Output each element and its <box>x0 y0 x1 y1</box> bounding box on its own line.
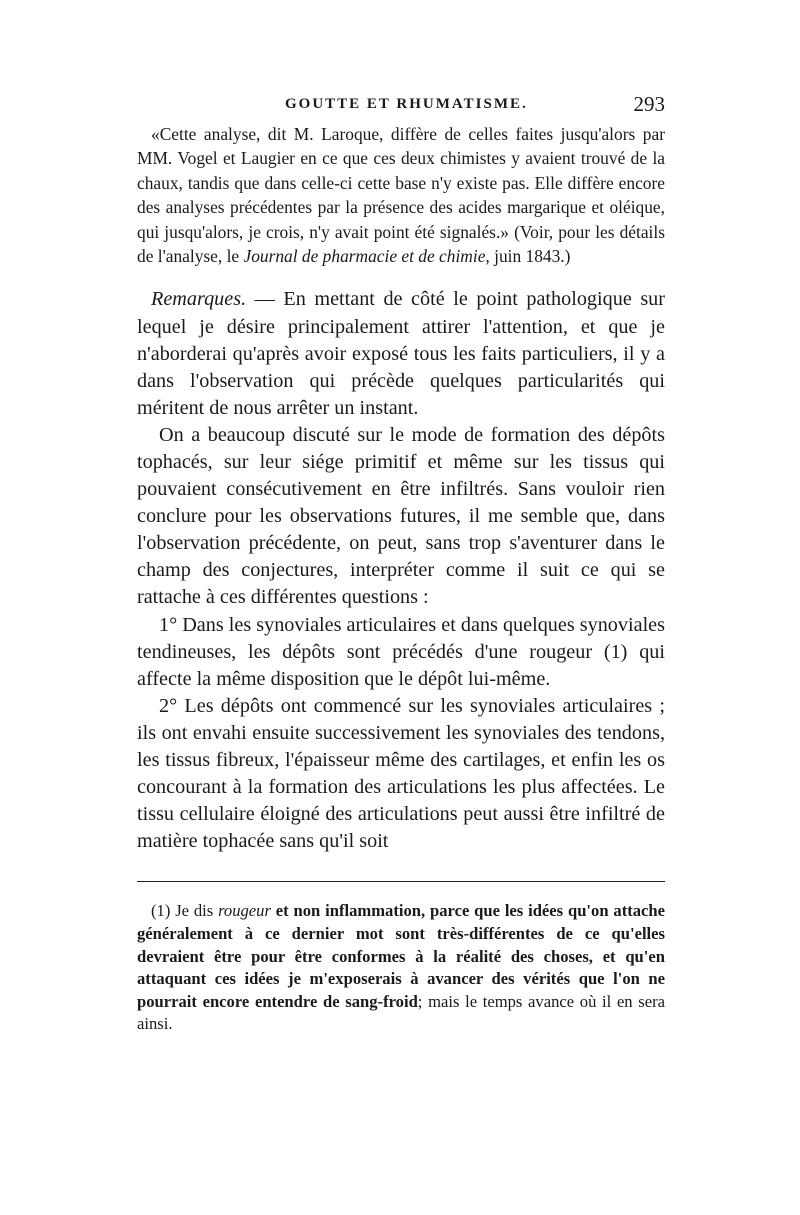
footnote-tail: ; mais le temps avance où il en sera ainsi. <box>137 991 665 1034</box>
book-page <box>137 92 665 1036</box>
remarks-text: — En mettant de côté le point pathologique sur lequel je désire principalement attirer l'attention, et que je n'aborderai qu'après avoir exposé tous les faits particuliers, il y a dans l'observation qui précède quelques particularités qui méritent de nous arrêter un instant. <box>137 288 665 419</box>
page-number: 293 <box>633 92 665 116</box>
remarks-paragraph <box>137 286 665 421</box>
point-1-paragraph: 1° Dans les synoviales articulaires et dans quelques synoviales tendineuses, les dépôts sont précédés d'une rougeur (1) qui affecte la même disposition que le dépôt lui-même. <box>137 613 665 690</box>
paragraph-formation: On a beaucoup discuté sur le mode de formation des dépôts tophacés, sur leur siége primitif et même sur les tissus qui pouvaient consécutivement en être infiltrés. Sans vouloir rien conclure pour les observations futures, il me semble que, dans l'observation précédente, on peut, sans trop s'aventurer dans le champ des conjectures, interpréter comme il suit ce qui se rattache à ces différentes questions : <box>137 423 665 609</box>
quote-text <box>137 122 665 268</box>
point-2-paragraph: 2° Les dépôts ont commencé sur les synoviales articulaires ; ils ont envahi ensuite successivement les synoviales des tendons, les tissus fibreux, l'épaisseur même des cartilages, et enfin les os concourant à la formation des articulations les plus affectées. Le tissu cellulaire éloigné des articulations peut aussi être infiltré de matière tophacée sans qu'il soit <box>137 694 665 853</box>
quote-post: , juin 1843.) <box>485 246 571 267</box>
footnote <box>137 900 665 1036</box>
quoted-analysis-paragraph <box>137 122 665 268</box>
footnote-bold-text: et non inflammation, parce que les idées qu'on attache généralement à ce dernier mot sont très-différentes de ce qu'elles devraient être pour être conformes à la réalité des choses, et qu'en attaquant ces idées je m'exposerais à avancer des vérités que l'on ne pourrait encore entendre de sang-froid <box>137 901 666 1011</box>
footnote-marker: (1) Je dis <box>151 901 219 921</box>
footnote-italic-word: rougeur <box>218 901 271 921</box>
journal-title: Journal de pharmacie et de chimie <box>243 246 486 267</box>
running-title: GOUTTE ET RHUMATISME. <box>285 96 528 112</box>
quote-pre: «Cette analyse, dit M. Laroque, diffère de celles faites jusqu'alors par MM. Vogel et Laugier en ce que ces deux chimistes y avaient trouvé de la chaux, tandis que dans celle-ci cette base n'y existe pas. Elle diffère encore des analyses précédentes par la présence des acides margarique et oléique, qui jusqu'alors, je crois, n'y avait point été signalés.» (Voir, pour les détails de l'analyse, le <box>137 124 665 267</box>
footnote-divider <box>137 881 665 882</box>
page-header <box>137 92 665 122</box>
main-text <box>137 286 665 855</box>
remarks-label: Remarques. <box>151 288 247 311</box>
